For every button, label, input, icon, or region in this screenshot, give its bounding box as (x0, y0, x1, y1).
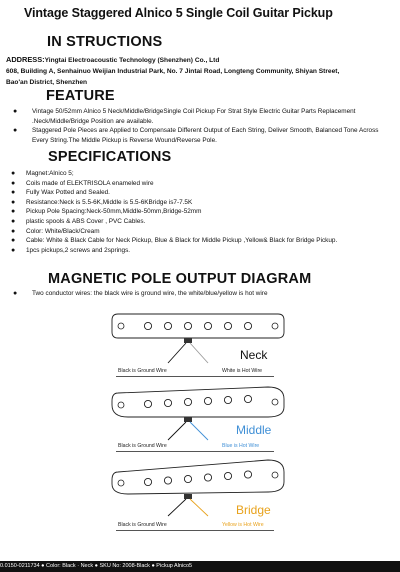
pole-piece-icon (224, 322, 231, 329)
pole-piece-icon (184, 322, 191, 329)
spec-item: ● Cable: White & Black Cable for Neck Pickup, Blue & Black for Middle Pickup ,Yellow& Black for Bridge Pickup. (11, 237, 338, 245)
mounting-screw-icon (272, 472, 278, 478)
mounting-screw-icon (272, 323, 278, 329)
spec-item: ● Color: White/Black/Cream (11, 227, 100, 235)
hot-wire (190, 343, 208, 363)
pole-piece-icon (164, 399, 171, 406)
bullet-icon: ● (11, 170, 16, 177)
bullet-icon: ● (11, 227, 16, 235)
bridge-ground-label: Black is Ground Wire (118, 522, 167, 528)
middle-underline (116, 451, 274, 452)
specifications-heading: SPECIFICATIONS (48, 149, 172, 165)
address-company: Yingtai Electroacoustic Technology (Shenzhen) Co., Ltd (44, 57, 220, 64)
mounting-screw-icon (272, 399, 278, 405)
address-district: Bao'an District, Shenzhen (6, 79, 88, 86)
spec-item: ● Fully Wax Potted and Sealed. (11, 189, 110, 197)
feature-list (6, 107, 392, 145)
pole-piece-icon (244, 471, 251, 478)
mounting-screw-icon (118, 323, 124, 329)
mounting-screw-icon (118, 402, 124, 408)
pole-piece-icon (244, 322, 251, 329)
bullet-icon: ● (11, 198, 16, 206)
spec-item: ● 1pcs pickups,2 screws and 2springs. (11, 246, 131, 254)
bullet-icon: ● (11, 208, 16, 216)
spec-list (6, 169, 392, 255)
pole-piece-icon (144, 478, 151, 485)
instructions-heading: IN STRUCTIONS (47, 34, 163, 50)
feature-item: ● Vintage 50/52mm Alnico 5 Neck/Middle/BridgeSingle Coil Pickup For Strat Style Electric Guitar Parts Replacement .Neck/Middle/Bridge Position are available. (13, 108, 356, 125)
ground-wire (168, 499, 186, 516)
hot-wire (190, 422, 208, 440)
pole-piece-icon (184, 475, 191, 482)
pole-piece-icon (204, 322, 211, 329)
spec-item: ● Coils made of ELEKTRISOLA enameled wire (11, 179, 154, 187)
spec-item: ● Magnet:Alnico 5; (11, 170, 74, 177)
magnetic-note-list (6, 289, 392, 299)
feature-heading: FEATURE (46, 88, 115, 104)
magnetic-heading: MAGNETIC POLE OUTPUT DIAGRAM (48, 271, 312, 287)
middle-ground-label: Black is Ground Wire (118, 443, 167, 449)
middle-hot-label: Blue is Hot Wire (222, 443, 260, 449)
spec-item: ● Resistance:Neck is 5.5-6K,Middle is 5.5-6KBridge is7-7.5K (11, 198, 193, 206)
ground-wire (168, 343, 186, 363)
pole-piece-icon (204, 397, 211, 404)
bullet-icon: ● (11, 246, 16, 254)
pole-piece-icon (144, 400, 151, 407)
address-block (6, 54, 396, 88)
mounting-screw-icon (118, 480, 124, 486)
bullet-icon: ● (11, 217, 16, 225)
neck-pickup-cover (112, 314, 284, 338)
bullet-icon: ● (11, 237, 16, 245)
bullet-icon: ● (13, 108, 18, 115)
pole-piece-icon (224, 472, 231, 479)
spec-item: ● plastic spools & ABS Cover , PVC Cables. (11, 217, 146, 225)
bridge-underline (116, 530, 274, 531)
cable-outlet (184, 417, 192, 422)
page-title: Vintage Staggered Alnico 5 Single Coil Guitar Pickup (24, 6, 333, 20)
bridge-pickup-cover (112, 460, 284, 494)
bridge-label: Bridge (236, 503, 271, 517)
middle-label: Middle (236, 423, 272, 437)
neck-underline (116, 376, 274, 377)
address-label: ADDRESS: (6, 55, 45, 64)
feature-item: ● Staggered Pole Pieces are Applied to Compensate Different Output of Each String, Deliver Smooth, Balanced Tone Across Every String.The Middle Pickup is Reverse Wound/Reverse Pole. (13, 127, 379, 144)
bullet-icon: ● (13, 127, 18, 135)
neck-hot-label: White is Hot Wire (222, 368, 263, 374)
pole-piece-icon (204, 474, 211, 481)
hot-wire (190, 499, 208, 516)
pole-piece-icon (144, 322, 151, 329)
magnetic-note: ● Two conductor wires: the black wire is ground wire, the white/blue/yellow is hot wire (13, 290, 268, 297)
pole-piece-icon (164, 322, 171, 329)
bullet-icon: ● (11, 189, 16, 197)
bridge-hot-label: Yellow is Hot Wire (222, 522, 264, 528)
bullet-icon: ● (11, 179, 16, 187)
footer-bar: 0.0150-0211734 ● Color: Black · Neck ● SKU No: 2008-Black ● Pickup Alnico5 (0, 561, 400, 572)
pole-piece-icon (224, 396, 231, 403)
middle-pickup-cover (112, 387, 284, 417)
cable-outlet (184, 494, 192, 499)
pole-piece-icon (244, 395, 251, 402)
neck-label: Neck (240, 348, 268, 362)
neck-ground-label: Black is Ground Wire (118, 368, 167, 374)
address-street: 608, Building A, Senhainuo Weijian Industrial Park, No. 7 Jintai Road, Longteng Community, Shiyan Street, (6, 68, 340, 75)
bullet-icon: ● (13, 290, 18, 297)
pole-piece-icon (164, 477, 171, 484)
spec-item: ● Pickup Pole Spacing:Neck-50mm,Middle-50mm,Bridge-52mm (11, 208, 202, 216)
ground-wire (168, 422, 186, 440)
pole-piece-icon (184, 398, 191, 405)
cable-outlet (184, 338, 192, 343)
